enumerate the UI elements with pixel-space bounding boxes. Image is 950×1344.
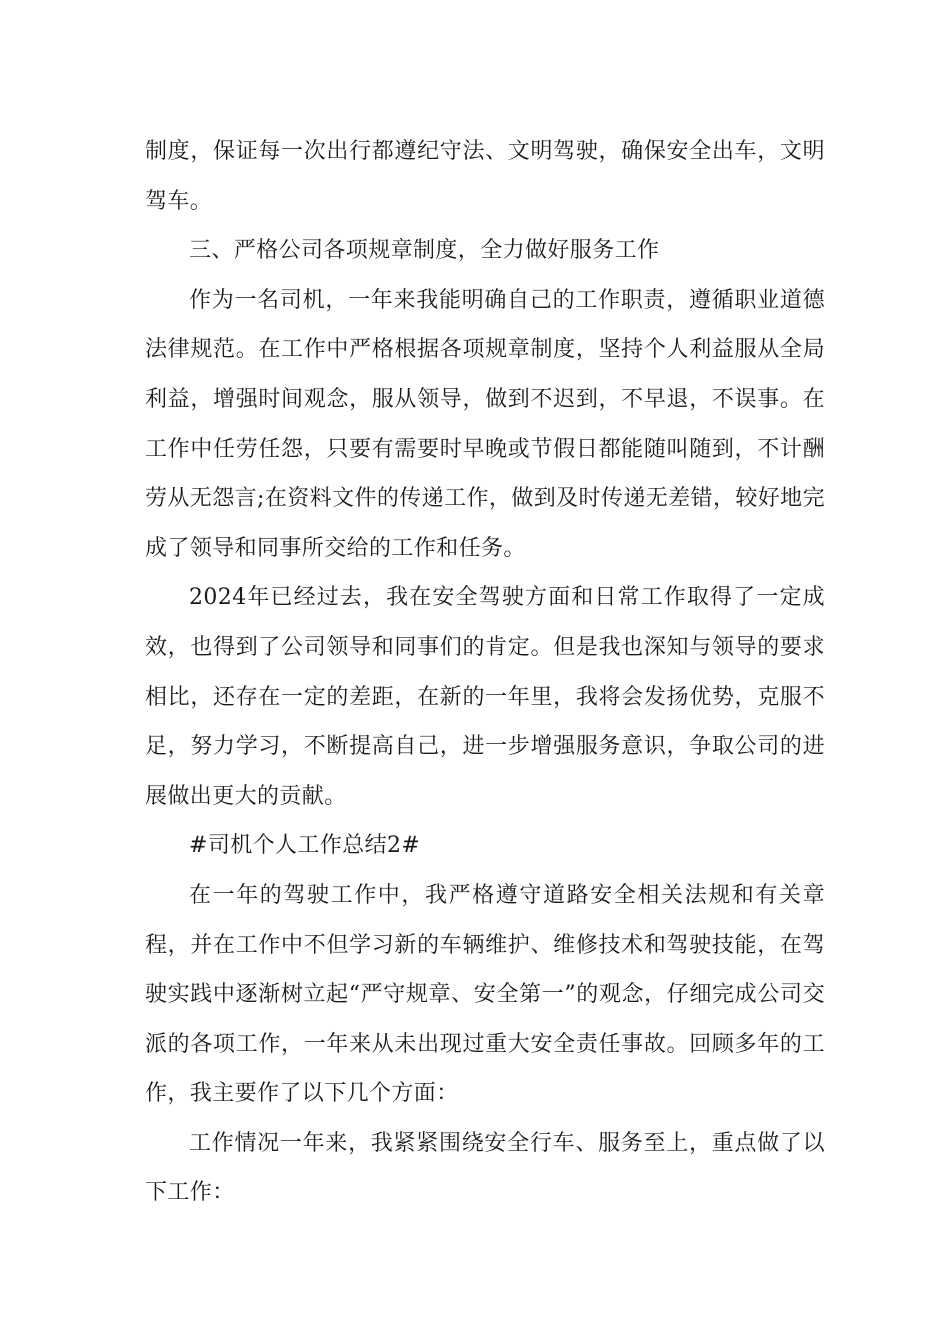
- section-heading-three: 三、严格公司各项规章制度，全力做好服务工作: [189, 238, 660, 264]
- document-body: [145, 127, 825, 1218]
- paragraph-year-review: 2024年已经过去，我在安全驾驶方面和日常工作取得了一定成效，也得到了公司领导和同事们的肯定。但是我也深知与领导的要求相比，还存在一定的差距，在新的一年里，我将会发扬优势，克服不足，努力学习，不断提高自己，进一步增强服务意识，争取公司的进展做出更大的贡献。: [145, 585, 825, 809]
- paragraph-continuation: 制度，保证每一次出行都遵纪守法、文明驾驶，确保安全出车，文明驾车。: [145, 139, 825, 214]
- paragraph-driver-duties: 作为一名司机，一年来我能明确自己的工作职责，遵循职业道德法律规范。在工作中严格根据各项规章制度，坚持个人利益服从全局利益，增强时间观念，服从领导，做到不迟到，不早退，不误事。在工作中任劳任怨，只要有需要时早晚或节假日都能随叫随到，不计酬劳从无怨言;在资料文件的传递工作，做到及时传递无差错，较好地完成了领导和同事所交给的工作和任务。: [145, 287, 825, 561]
- paragraph-driving-work: 在一年的驾驶工作中，我严格遵守道路安全相关法规和有关章程，并在工作中不但学习新的车辆维护、维修技术和驾驶技能，在驾驶实践中逐渐树立起“严守规章、安全第一”的观念，仔细完成公司交派的各项工作，一年来从未出现过重大安全责任事故。回顾多年的工作，我主要作了以下几个方面：: [145, 882, 825, 1107]
- summary-title-2: #司机个人工作总结2#: [189, 833, 421, 859]
- paragraph-work-situation: 工作情况一年来，我紧紧围绕安全行车、服务至上，重点做了以下工作：: [145, 1130, 825, 1206]
